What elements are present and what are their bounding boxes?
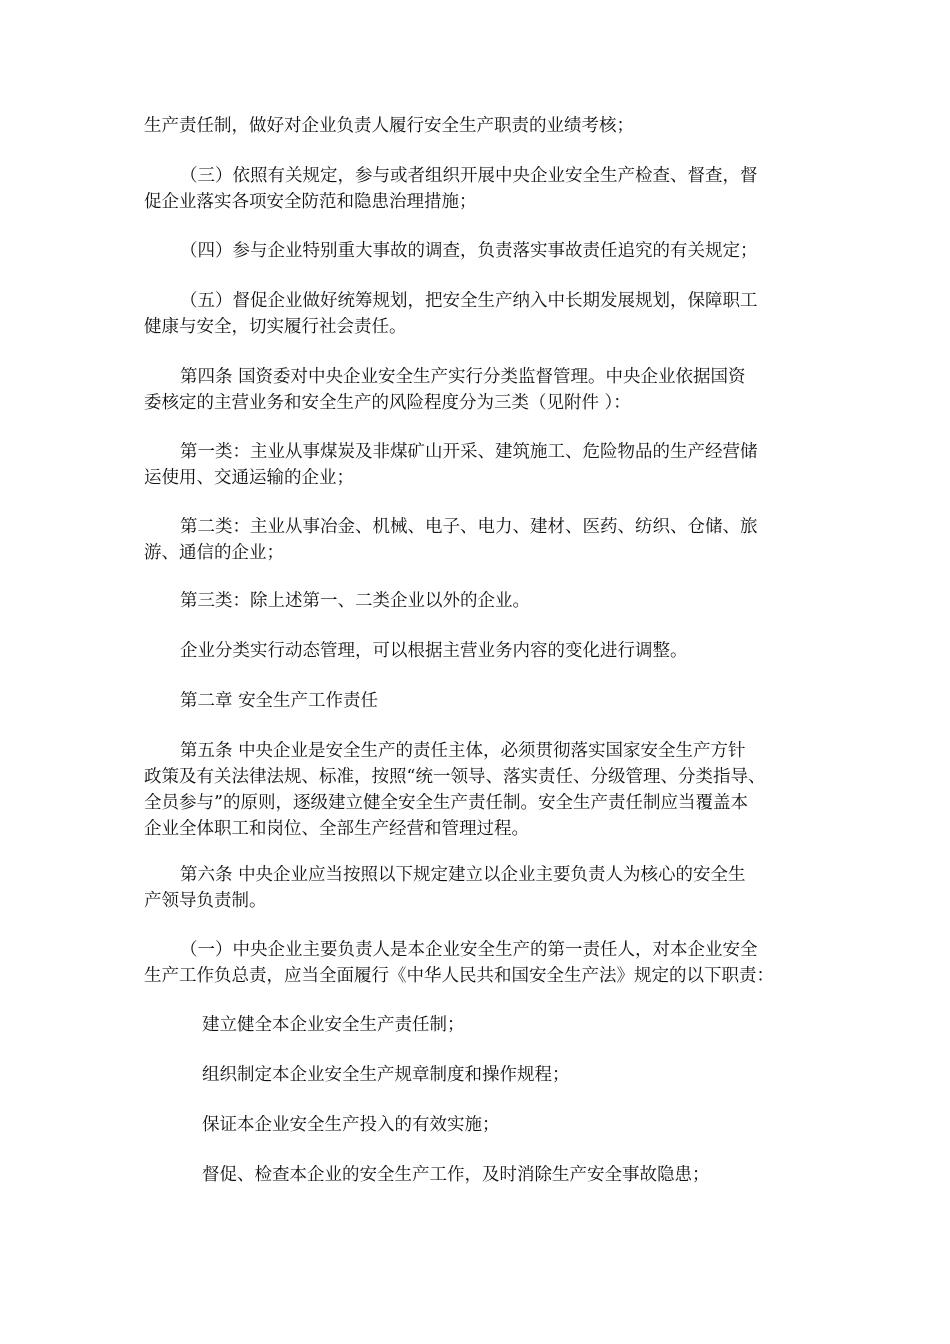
chapter-2-heading [144,688,808,714]
duty-item [144,1112,808,1138]
paragraph-article-4 [144,364,808,416]
text-line: 委核定的主营业务和安全生产的风险程度分为三类（见附件 ）： [144,393,631,413]
duty-item [144,1062,808,1088]
paragraph-category-3 [144,588,808,614]
text-line: 第三类：除上述第一、二类企业以外的企业。 [180,591,530,611]
paragraph-article-5 [144,738,808,842]
text-line: （一）中央企业主要负责人是本企业安全生产的第一责任人，对本企业安全 [180,940,758,960]
text-line: 督促、检查本企业的安全生产工作，及时消除生产安全事故隐患； [202,1165,710,1185]
text-line: 政策及有关法律法规、标准，按照“统一领导、落实责任、分级管理、分类指导、 [144,767,766,787]
text-line: 第六条 中央企业应当按照以下规定建立以企业主要负责人为核心的安全生 [180,865,746,885]
paragraph-item-1 [144,937,808,989]
text-line: 企业全体职工和岗位、全部生产经营和管理过程。 [144,819,529,839]
text-line: 第一类：主业从事煤炭及非煤矿山开采、建筑施工、危险物品的生产经营储 [180,442,758,462]
text-line: 第五条 中央企业是安全生产的责任主体，必须贯彻落实国家安全生产方针 [180,741,746,761]
text-line: 第四条 国资委对中央企业安全生产实行分类监督管理。中央企业依据国资 [180,367,746,387]
text-line: 第二章 安全生产工作责任 [180,691,379,711]
duty-item [144,1162,808,1188]
paragraph-category-1 [144,439,808,491]
paragraph-dynamic-management [144,638,808,664]
duty-item [144,1012,808,1038]
text-line: 产领导负责制。 [144,891,267,911]
text-line: （五）督促企业做好统筹规划，把安全生产纳入中长期发展规划，保障职工 [180,291,758,311]
paragraph-item-4 [144,238,808,264]
paragraph-item-5 [144,288,808,340]
paragraph-item-3 [144,163,808,215]
text-line: 游、通信的企业； [144,543,284,563]
text-line: 健康与安全，切实履行社会责任。 [144,317,407,337]
paragraph-article-6 [144,862,808,914]
text-line: 组织制定本企业安全生产规章制度和操作规程； [202,1065,570,1085]
text-line: 建立健全本企业安全生产责任制； [202,1015,465,1035]
paragraph-category-2 [144,514,808,566]
text-line: 第二类：主业从事冶金、机械、电子、电力、建材、医药、纺织、仓储、旅 [180,517,758,537]
text-line: 生产责任制，做好对企业负责人履行安全生产职责的业绩考核； [144,116,634,136]
text-line: （三）依照有关规定，参与或者组织开展中央企业安全生产检查、督查，督 [180,166,758,186]
text-line: 保证本企业安全生产投入的有效实施； [202,1115,500,1135]
text-line: 企业分类实行动态管理，可以根据主营业务内容的变化进行调整。 [180,641,688,661]
text-line: 运使用、交通运输的企业； [144,468,354,488]
text-line: 促企业落实各项安全防范和隐患治理措施； [144,192,477,212]
text-line: （四）参与企业特别重大事故的调查，负责落实事故责任追究的有关规定； [180,241,758,261]
text-line: 生产工作负总责，应当全面履行《中华人民共和国安全生产法》规定的以下职责： [144,966,774,986]
text-line: 全员参与”的原则，逐级建立健全安全生产责任制。安全生产责任制应当覆盖本 [144,793,748,813]
paragraph-duty-assessment [144,113,808,139]
